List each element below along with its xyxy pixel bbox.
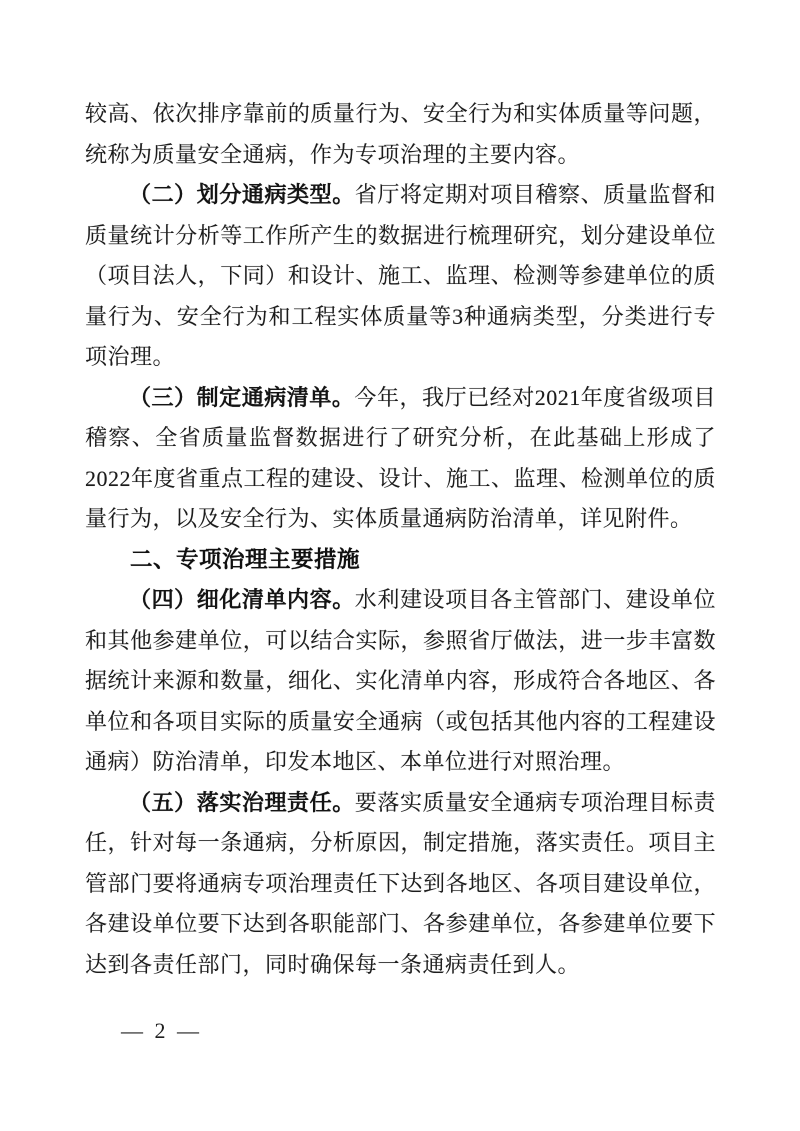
paragraph-item-5-text: 要落实质量安全通病专项治理目标责任，针对每一条通病，分析原因，制定措施，落实责任。项目主管部门要将通病专项治理责任下达到各地区、各项目建设单位，各建设单位要下达到各职能部门、各参建单位，各参建单位要下达到各责任部门，同时确保每一条通病责任到人。	[85, 789, 716, 977]
paragraph-continued: 较高、依次排序靠前的质量行为、安全行为和实体质量等问题，统称为质量安全通病，作为专项治理的主要内容。	[85, 101, 716, 167]
paragraph-item-4-text: 水利建设项目各主管部门、建设单位和其他参建单位，可以结合实际，参照省厅做法，进一步丰富数据统计来源和数量，细化、实化清单内容，形成符合各地区、各单位和各项目实际的质量安全通病（或包括其他内容的工程建设通病）防治清单，印发本地区、本单位进行对照治理。	[85, 587, 716, 774]
paragraph-item-4	[85, 580, 716, 783]
paragraph-item-3	[85, 378, 716, 540]
paragraph-item-2-lead: （二）划分通病类型。	[129, 182, 355, 207]
document-body	[85, 94, 716, 985]
paragraph-item-5-lead: （五）落实治理责任。	[129, 789, 355, 815]
paragraph-item-5	[85, 783, 716, 986]
page-number: — 2 —	[121, 1018, 202, 1043]
paragraph-item-3-lead: （三）制定通病清单。	[129, 384, 355, 410]
section-heading: 二、专项治理主要措施	[130, 546, 361, 572]
paragraph-item-2	[85, 175, 716, 378]
paragraph-item-3-text: 今年，我厅已经对2021年度省级项目稽察、全省质量监督数据进行了研究分析，在此基础上形成了2022年度省重点工程的建设、设计、施工、监理、检测单位的质量行为，以及安全行为、实体质量通病防治清单，详见附件。	[85, 384, 717, 531]
paragraph-item-4-lead: （四）细化清单内容。	[129, 587, 355, 612]
paragraph-item-2-text: 省厅将定期对项目稽察、质量监督和质量统计分析等工作所产生的数据进行梳理研究，划分建设单位（项目法人，下同）和设计、施工、监理、检测等参建单位的质量行为、安全行为和工程实体质量等3种通病类型，分类进行专项治理。	[85, 182, 716, 369]
